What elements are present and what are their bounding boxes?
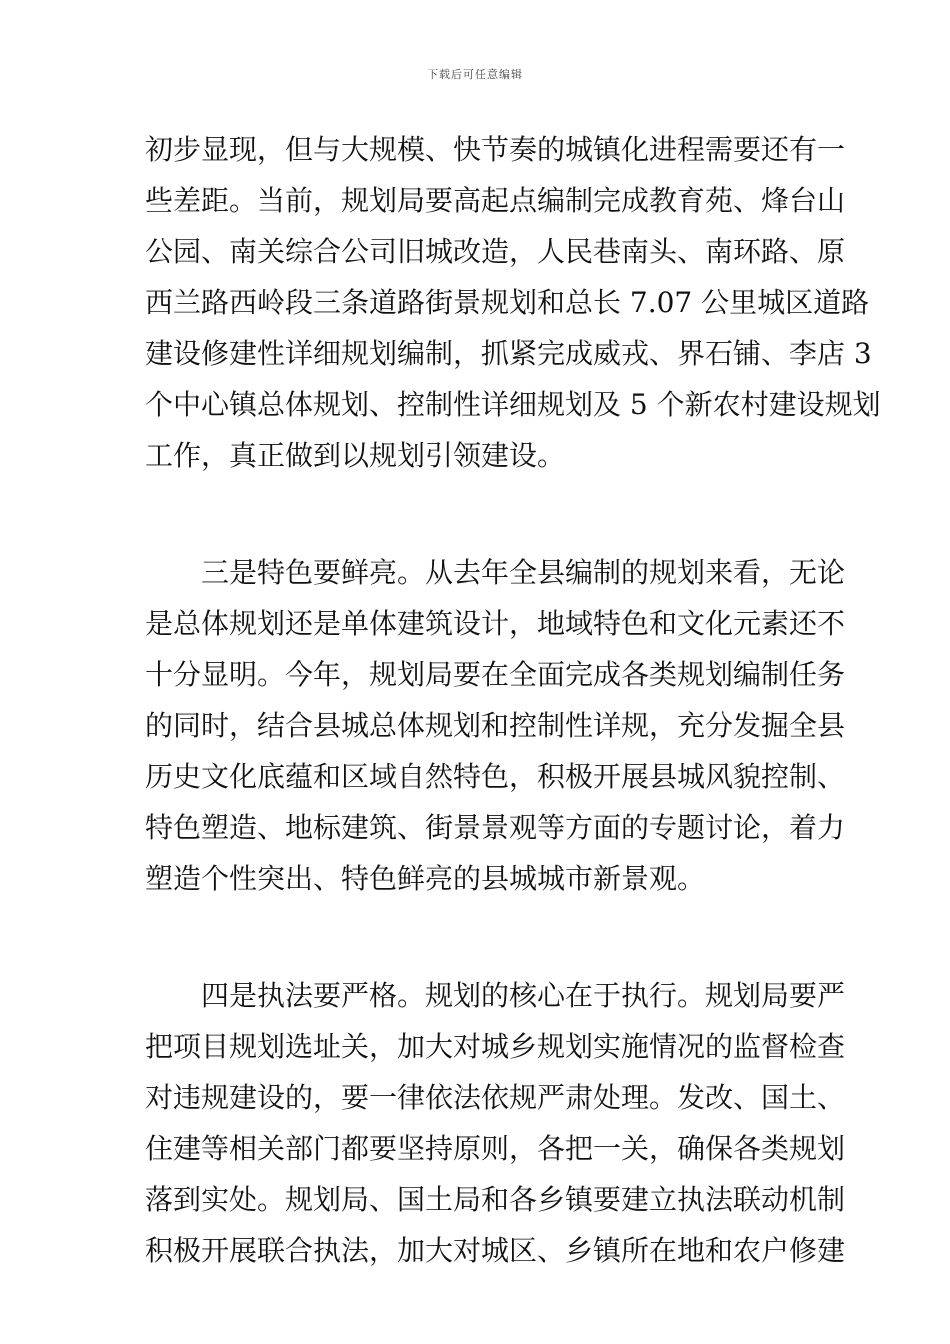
paragraph-3 xyxy=(145,970,846,1276)
paragraph-line: 积极开展联合执法，加大对城区、乡镇所在地和农户修建 xyxy=(145,1234,846,1267)
paragraph-line: 对违规建设的，要一律依法依规严肃处理。发改、国土、 xyxy=(145,1081,846,1114)
paragraph-line: 初步显现，但与大规模、快节奏的城镇化进程需要还有一 xyxy=(145,133,846,166)
paragraph-line: 特色塑造、地标建筑、街景景观等方面的专题讨论，着力 xyxy=(145,811,846,844)
paragraph-line: 些差距。当前，规划局要高起点编制完成教育苑、烽台山 xyxy=(145,184,846,217)
paragraph-line: 落到实处。规划局、国土局和各乡镇要建立执法联动机制 xyxy=(145,1183,846,1216)
paragraph-line: 十分显明。今年，规划局要在全面完成各类规划编制任务 xyxy=(145,658,846,691)
paragraph-spacer xyxy=(145,904,807,970)
paragraph-line: 是总体规划还是单体建筑设计，地域特色和文化元素还不 xyxy=(145,607,846,640)
paragraph-2 xyxy=(145,547,846,904)
paragraph-line: 建设修建性详细规划编制，抓紧完成威戎、界石铺、李店 3 xyxy=(145,337,872,370)
paragraph-line: 工作，真正做到以规划引领建设。 xyxy=(145,439,566,472)
paragraph-line: 西兰路西岭段三条道路街景规划和总长 7.07 公里城区道路 xyxy=(145,286,870,319)
paragraph-line: 公园、南关综合公司旧城改造，人民巷南头、南环路、原 xyxy=(145,235,846,268)
document-body xyxy=(145,124,881,1276)
page-header: 下载后可任意编辑 xyxy=(427,68,523,81)
paragraph-line: 四是执法要严格。规划的核心在于执行。规划局要严 xyxy=(201,979,846,1012)
paragraph-line: 历史文化底蕴和区域自然特色，积极开展县城风貌控制、 xyxy=(145,760,846,793)
paragraph-line: 把项目规划选址关，加大对城乡规划实施情况的监督检查 xyxy=(145,1030,846,1063)
paragraph-spacer xyxy=(145,481,807,547)
paragraph-line: 个中心镇总体规划、控制性详细规划及 5 个新农村建设规划 xyxy=(145,388,881,421)
paragraph-line: 三是特色要鲜亮。从去年全县编制的规划来看，无论 xyxy=(201,556,846,589)
paragraph-line: 的同时，结合县城总体规划和控制性详规，充分发掘全县 xyxy=(145,709,846,742)
paragraph-line: 住建等相关部门都要坚持原则，各把一关，确保各类规划 xyxy=(145,1132,846,1165)
paragraph-line: 塑造个性突出、特色鲜亮的县城城市新景观。 xyxy=(145,862,706,895)
paragraph-1 xyxy=(145,124,881,481)
